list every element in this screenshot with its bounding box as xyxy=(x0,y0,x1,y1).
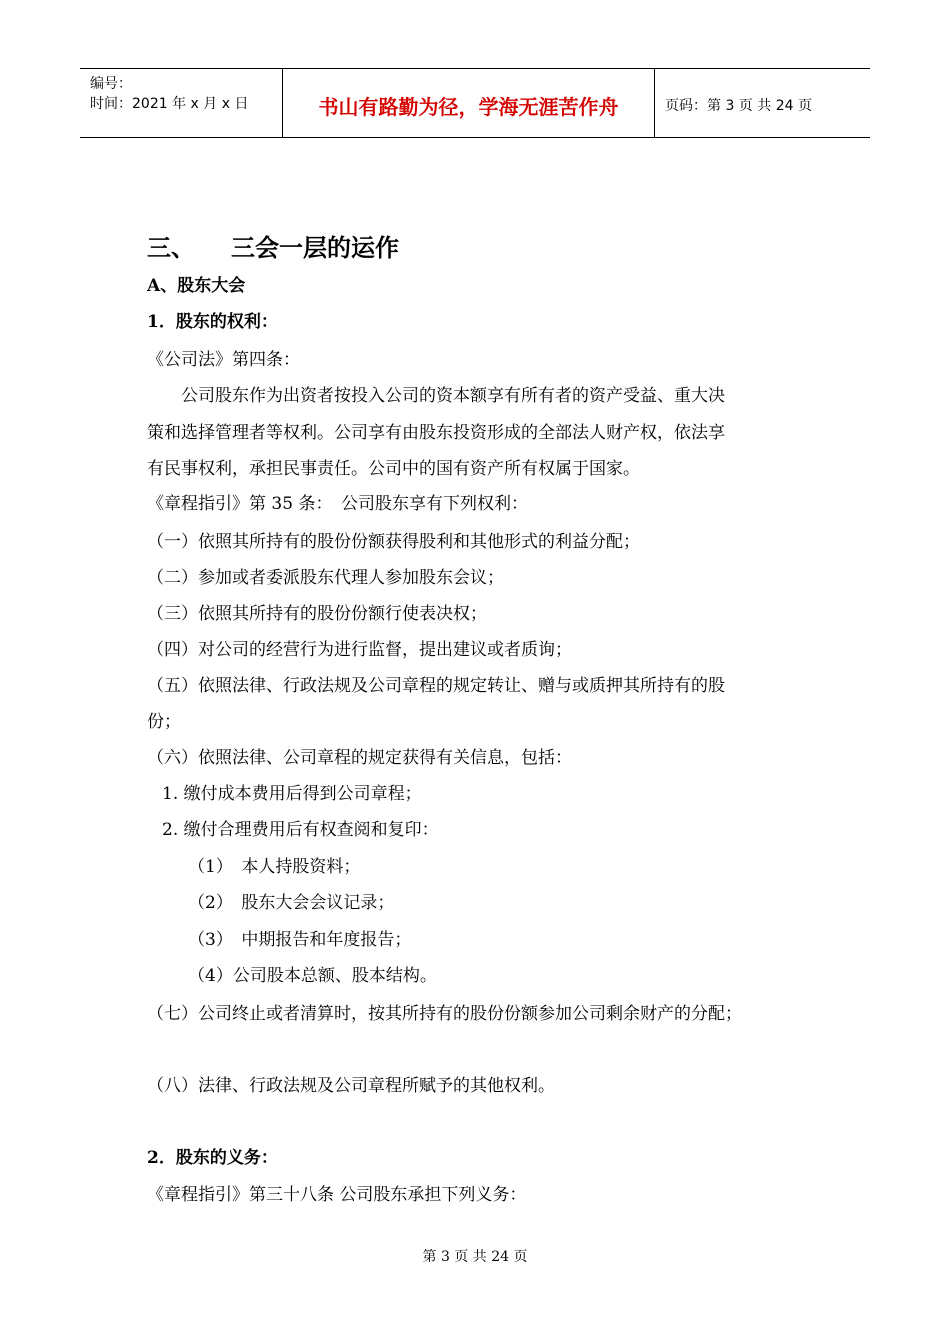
page-info: 页码：第 3 页 共 24 页 xyxy=(665,98,812,114)
list-item: （一）依照其所持有的股份份额获得股利和其他形式的利益分配； xyxy=(147,532,640,552)
text-line: 《公司法》第四条： xyxy=(147,350,300,370)
list-item-continued: 份； xyxy=(147,712,181,732)
list-item: （七）公司终止或者清算时，按其所持有的股份份额参加公司剩余财产的分配； xyxy=(147,1004,742,1024)
section-number: 三、 xyxy=(147,234,195,262)
item-heading: 1．股东的权利： xyxy=(147,312,278,332)
nested-list-item: （2） 股东大会会议记录； xyxy=(188,893,395,913)
nested-list-item: （1） 本人持股资料； xyxy=(188,857,361,877)
item-heading: 2．股东的义务： xyxy=(147,1148,278,1168)
motto: 书山有路勤为径，学海无涯苦作舟 xyxy=(318,95,619,119)
text-line: 《章程指引》第 35 条： 公司股东享有下列权利： xyxy=(147,494,528,514)
section-heading xyxy=(147,228,399,263)
header-page-cell xyxy=(655,69,870,137)
text-line: 有民事权利，承担民事责任。公司中的国有资产所有权属于国家。 xyxy=(147,459,640,479)
sub-list-item: 2. 缴付合理费用后有权查阅和复印： xyxy=(162,820,439,840)
text-line: 公司股东作为出资者按投入公司的资本额享有所有者的资产受益、重大决 xyxy=(147,386,725,406)
nested-list-item: （3） 中期报告和年度报告； xyxy=(188,930,412,950)
list-item: （八）法律、行政法规及公司章程所赋予的其他权利。 xyxy=(147,1076,555,1096)
list-item: （五）依照法律、行政法规及公司章程的规定转让、赠与或质押其所持有的股 xyxy=(147,676,725,696)
page-header xyxy=(80,68,870,138)
list-item: （三）依照其所持有的股份份额行使表决权； xyxy=(147,604,487,624)
list-item: （四）对公司的经营行为进行监督，提出建议或者质询； xyxy=(147,640,572,660)
page-footer: 第 3 页 共 24 页 xyxy=(422,1249,528,1265)
subsection-heading: A、股东大会 xyxy=(147,276,246,296)
document-date: 时间：2021 年 x 月 x 日 xyxy=(90,96,249,112)
sub-list-item: 1. 缴付成本费用后得到公司章程； xyxy=(162,784,422,804)
text-line: 策和选择管理者等权利。公司享有由股东投资形成的全部法人财产权，依法享 xyxy=(147,423,725,443)
text-line: 《章程指引》第三十八条 公司股东承担下列义务： xyxy=(147,1185,527,1205)
list-item: （二）参加或者委派股东代理人参加股东会议； xyxy=(147,568,504,588)
section-title: 三会一层的运作 xyxy=(231,234,399,262)
header-meta-cell xyxy=(80,69,283,137)
list-item: （六）依照法律、公司章程的规定获得有关信息，包括： xyxy=(147,748,572,768)
nested-list-item: （4）公司股本总额、股本结构。 xyxy=(188,966,437,986)
document-number: 编号： xyxy=(90,76,132,92)
header-motto-cell xyxy=(283,69,655,137)
